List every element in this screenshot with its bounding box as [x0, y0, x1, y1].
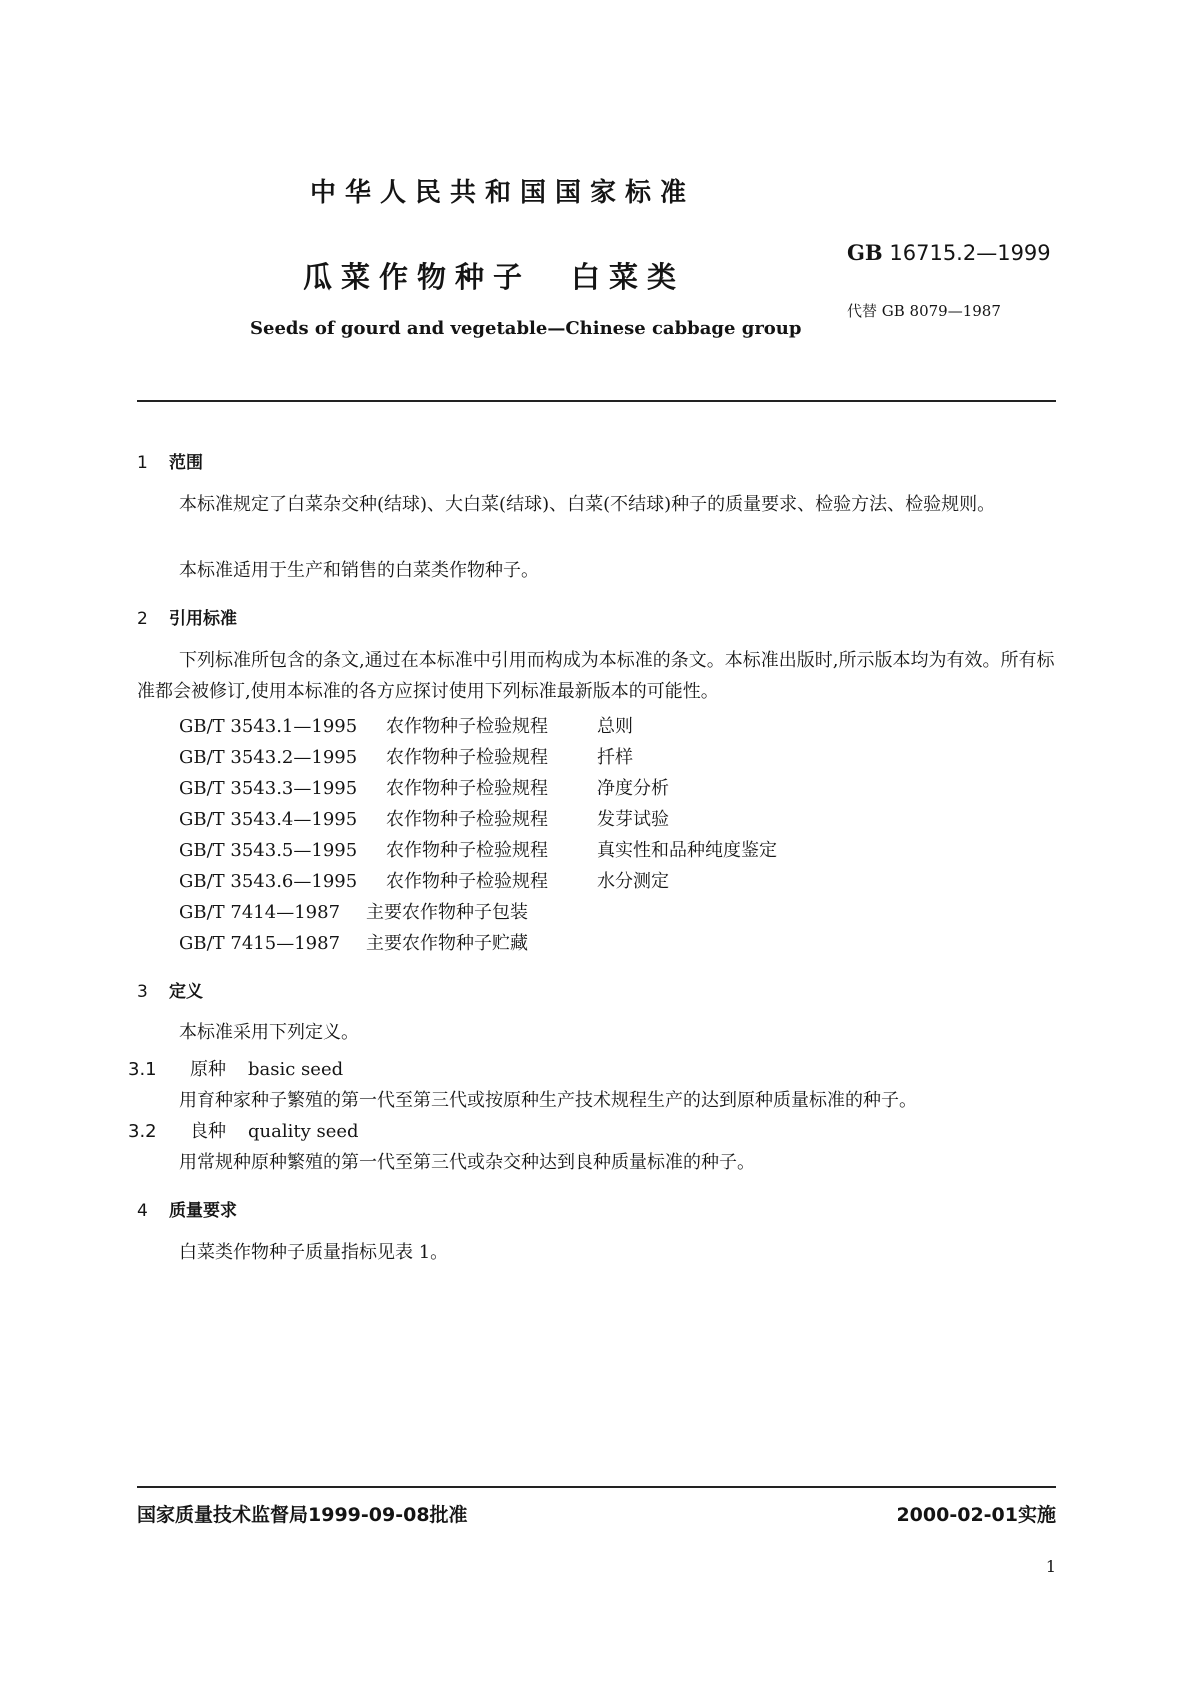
standard-number — [847, 240, 1051, 265]
reference-part: 真实性和品种纯度鉴定 — [597, 840, 777, 861]
document-title-cn — [303, 255, 685, 296]
reference-code: GB/T 3543.5—1995 — [179, 840, 358, 861]
definition-term-en: basic seed — [248, 1059, 344, 1080]
approval-date: 国家质量技术监督局1999-09-08批准 — [137, 1504, 468, 1526]
reference-code: GB/T 7415—1987 — [179, 933, 341, 954]
reference-code: GB/T 7414—1987 — [179, 902, 341, 923]
section-title: 范围 — [169, 453, 203, 473]
definition-number: 3.1 — [128, 1059, 157, 1080]
reference-item — [179, 743, 633, 769]
reference-item — [179, 712, 633, 738]
footer-divider — [137, 1486, 1056, 1488]
definition-3-1-text: 用育种家种子繁殖的第一代至第三代或按原种生产技术规程生产的达到原种质量标准的种子。 — [179, 1090, 917, 1111]
reference-code: GB/T 3543.6—1995 — [179, 871, 358, 892]
standard-code: 16715.2—1999 — [889, 241, 1051, 265]
reference-name: 农作物种子检验规程 — [386, 716, 548, 737]
section-4-heading — [137, 1196, 237, 1221]
reference-name: 主要农作物种子贮藏 — [366, 933, 528, 954]
reference-item — [179, 929, 528, 955]
reference-code: GB/T 3543.3—1995 — [179, 778, 358, 799]
definition-3-1-heading — [128, 1055, 343, 1081]
section-title: 引用标准 — [169, 609, 237, 629]
section-4-paragraph-1: 白菜类作物种子质量指标见表 1。 — [179, 1242, 449, 1263]
reference-name: 农作物种子检验规程 — [386, 778, 548, 799]
section-title: 质量要求 — [169, 1201, 237, 1221]
reference-item — [179, 867, 669, 893]
section-2-paragraph-1: 下列标准所包含的条文,通过在本标准中引用而构成为本标准的条文。本标准出版时,所示版本均为有效。所有标准都会被修订,使用本标准的各方应探讨使用下列标准最新版本的可能性。 — [137, 650, 1055, 702]
reference-name: 农作物种子检验规程 — [386, 747, 548, 768]
definition-3-2-heading — [128, 1117, 359, 1143]
document-title-en: Seeds of gourd and vegetable—Chinese cabbage group — [250, 318, 802, 339]
reference-item — [179, 774, 669, 800]
reference-code: GB/T 3543.2—1995 — [179, 747, 358, 768]
section-number: 2 — [137, 609, 148, 629]
page-number: 1 — [1045, 1557, 1056, 1576]
definition-3-2-text: 用常规种原种繁殖的第一代至第三代或杂交种达到良种质量标准的种子。 — [179, 1152, 755, 1173]
section-1-paragraph-2: 本标准适用于生产和销售的白菜类作物种子。 — [179, 560, 539, 581]
standard-prefix: GB — [847, 240, 883, 265]
definition-term: 良种 — [190, 1121, 226, 1142]
reference-code: GB/T 3543.1—1995 — [179, 716, 358, 737]
reference-name: 主要农作物种子包装 — [366, 902, 528, 923]
header-divider — [137, 400, 1056, 402]
implementation-date: 2000-02-01实施 — [896, 1504, 1056, 1526]
section-1-paragraph-1: 本标准规定了白菜杂交种(结球)、大白菜(结球)、白菜(不结球)种子的质量要求、检验方法、检验规则。 — [179, 494, 996, 515]
reference-item — [179, 836, 777, 862]
replaces-standard: 代替 GB 8079—1987 — [847, 302, 1001, 320]
reference-name: 农作物种子检验规程 — [386, 809, 548, 830]
reference-item — [179, 898, 528, 924]
reference-part: 水分测定 — [597, 871, 669, 892]
reference-name: 农作物种子检验规程 — [386, 840, 548, 861]
definition-term: 原种 — [190, 1059, 226, 1080]
definition-term-en: quality seed — [248, 1121, 359, 1142]
reference-item — [179, 805, 669, 831]
reference-code: GB/T 3543.4—1995 — [179, 809, 358, 830]
section-3-heading — [137, 977, 203, 1002]
reference-part: 总则 — [597, 716, 633, 737]
section-number: 4 — [137, 1201, 148, 1221]
reference-name: 农作物种子检验规程 — [386, 871, 548, 892]
section-title: 定义 — [169, 982, 203, 1002]
reference-part: 发芽试验 — [597, 809, 669, 830]
section-1-heading — [137, 448, 203, 473]
definition-number: 3.2 — [128, 1121, 157, 1142]
section-2-heading — [137, 604, 237, 629]
reference-part: 扦样 — [597, 747, 633, 768]
title-cn-part2: 白菜类 — [571, 260, 686, 294]
section-number: 3 — [137, 982, 148, 1002]
section-3-paragraph-1: 本标准采用下列定义。 — [179, 1022, 359, 1043]
title-cn-part1: 瓜菜作物种子 — [303, 260, 532, 294]
national-standard-heading: 中华人民共和国国家标准 — [310, 178, 696, 208]
section-number: 1 — [137, 453, 148, 473]
reference-part: 净度分析 — [597, 778, 669, 799]
